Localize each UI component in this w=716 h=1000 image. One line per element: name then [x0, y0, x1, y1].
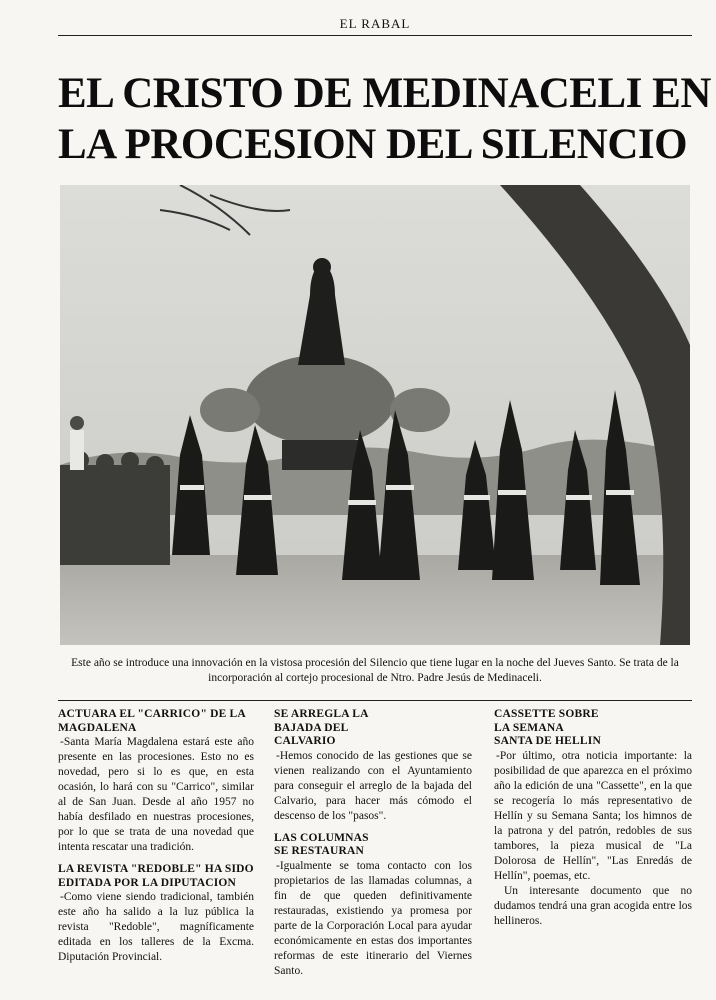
article-heading-cassette: CASSETTE SOBRE LA SEMANA SANTA DE HELLIN [494, 708, 601, 747]
article-body-redoble: -Como viene siendo tradicional, también este año ha salido a la luz pública la revista "Redoble", magníficamente editada en los talleres de la Excma. Diputación Provincial. [58, 891, 254, 963]
headline-line-2: LA PROCESION DEL SILENCIO [58, 121, 688, 168]
article-body-columnas: -Igualmente se toma contacto con los propietarios de las llamadas columnas, a fin de que queden definitivamente restauradas, existiendo ya promesa por parte de la Corporación Local para ayudar económicamente en estas dos importantes reformas de este itinerario del Viernes Santo. [274, 859, 472, 977]
article-body-cassette: -Por último, otra noticia importante: la posibilidad de que aparezca en el próximo año la edición de una "Cassette", en la que se recogería lo más representativo de Hellín y su Semana Santa; los himnos de la patrona y del patrón, redobles de sus tambores, la pieza musical de "La Dolorosa de Hellín", "Las Enredás de Hellín", poemas, etc. [494, 749, 692, 882]
article-heading-carrico: ACTUARA EL "CARRICO" DE LA MAGDALENA [58, 708, 246, 734]
headline-line-1: EL CRISTO DE MEDINACELI EN [58, 70, 711, 117]
page-title [58, 68, 711, 170]
article-heading-calvario: SE ARREGLA LA BAJADA DEL CALVARIO [274, 708, 368, 747]
column-left [58, 708, 254, 965]
divider [58, 700, 692, 701]
column-middle [274, 708, 472, 979]
article-heading-columnas: LAS COLUMNAS SE RESTAURAN [274, 831, 369, 857]
photo-caption: Este año se introduce una innovación en la vistosa procesión del Silencio que tiene lugar en la noche del Jueves Santo. Se trata de la incorporación al cortejo procesional de Ntro. Padre Jesús de Medinaceli. [71, 657, 679, 684]
procession-photo [60, 185, 690, 645]
article-heading-redoble: LA REVISTA "REDOBLE" HA SIDO EDITADA POR LA DIPUTACION [58, 863, 254, 889]
article-body-carrico: -Santa María Magdalena estará este año presente en las procesiones. Esto no es novedad, pero si lo es que, en esta ocasión, lo hará con su "Carrico", similar al de San Juan. Desde al año 1957 no había desfilado en nuestras procesiones, por lo que se trata de una novedad que intenta rescatar una tradición. [58, 736, 254, 853]
running-head: EL RABAL [58, 16, 692, 36]
article-body-calvario: -Hemos conocido de las gestiones que se vienen realizando con el Ayuntamiento para conseguir el arreglo de la bajada del Calvario, para hacer más cómodo el descenso de los "pasos". [274, 749, 472, 822]
column-right [494, 708, 692, 929]
article-body-cassette-2: Un interesante documento que no dudamos tendrá una gran acogida entre los hellineros. [494, 884, 692, 927]
